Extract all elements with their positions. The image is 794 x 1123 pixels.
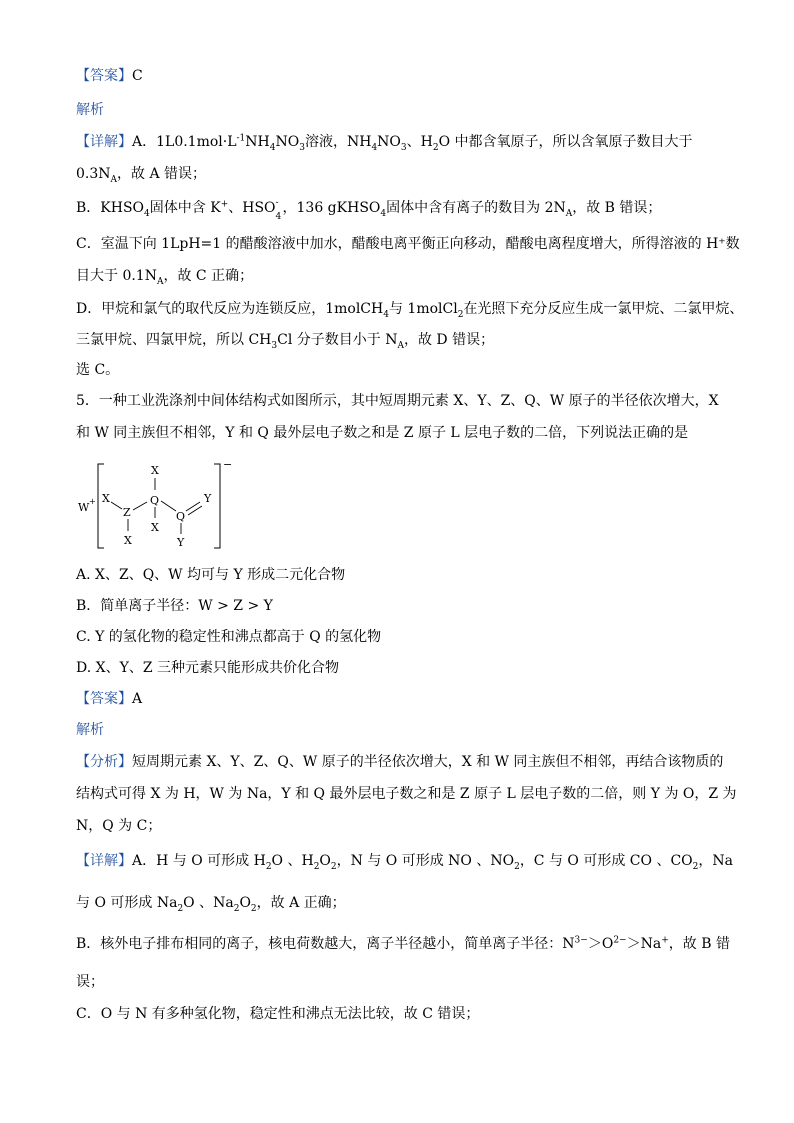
explanation-line: D．甲烷和氯气的取代反应为连锁反应，1molCH$_4$与 1molCl$_2$在光照下充分反应生成一氯甲烷、二氯甲烷、	[76, 301, 744, 320]
answer-line-q4	[76, 66, 143, 86]
explanation-line: 目大于 $0.1N_A$，故 C 正确；	[76, 268, 254, 287]
analysis-heading: 解析	[76, 722, 104, 738]
analysis-line: 【分析】短周期元素 X、Y、Z、Q、W 原子的半径依次增大，X 和 W 同主族但不相邻，再结合该物质的	[76, 754, 724, 770]
option-b: B．简单离子半径：W > Z > Y	[76, 598, 273, 614]
atom-z: Z	[123, 506, 131, 519]
option-d: D. X、Y、Z 三种元素只能形成共价化合物	[76, 660, 340, 676]
explanation-line: 误；	[76, 974, 104, 990]
question-5-stem: 5．一种工业洗涤剂中间体结构式如图所示，其中短周期元素 X、Y、Z、Q、W 原子的半径依次增大，X	[76, 393, 719, 409]
explanation-line: 与 O 可形成 $Na_2O$ 、$Na_2O_2$，故 A 正确；	[76, 895, 346, 914]
answer-value: C	[132, 68, 143, 84]
explanation-line: C．室温下向 1LpH=1 的醋酸溶液中加水，醋酸电离平衡正向移动，醋酸电离程度增大，所得溶液的 H⁺数	[76, 236, 740, 252]
atom-q: Q	[176, 510, 186, 523]
atom-x: X	[124, 534, 132, 547]
option-a: A. X、Z、Q、W 均可与 Y 形成二元化合物	[76, 567, 346, 583]
analysis-line: N，Q 为 C；	[76, 818, 162, 834]
structural-formula-diagram	[76, 458, 246, 554]
explanation-line: 三氯甲烷、四氯甲烷，所以 $CH_3Cl$ 分子数目小于 $N_A$，故 D 错误；	[76, 332, 495, 351]
analysis-tag: 【分析】	[76, 754, 132, 770]
w-charge: +	[89, 497, 96, 506]
atom-y: Y	[204, 492, 212, 505]
atom-x: X	[102, 492, 110, 505]
answer-line-q5	[76, 689, 142, 709]
analysis-heading: 解析	[76, 102, 104, 118]
bracket-charge: −	[223, 458, 233, 471]
answer-tag: 【答案】	[76, 691, 132, 707]
detail-tag: 【详解】	[76, 853, 132, 869]
analysis-line: 结构式可得 X 为 H，W 为 Na，Y 和 Q 最外层电子数之和是 Z 原子 L 层电子数的二倍，则 Y 为 O，Z 为	[76, 786, 737, 802]
answer-tag: 【答案】	[76, 68, 132, 84]
explanation-line: 【详解】A．H 与 O 可形成 $H_2O$ 、$H_2O_2$，N 与 O 可形成 NO 、$NO_2$，C 与 O 可形成 CO 、$CO_2$，Na	[76, 853, 733, 872]
atom-y: Y	[177, 536, 185, 549]
answer-value: A	[132, 691, 143, 707]
explanation-line: B．核外电子排布相同的离子，核电荷数越大，离子半径越小，简单离子半径：$N^{3-}>O^{2-}>Na^+$，故 B 错	[76, 935, 730, 952]
explanation-line: 选 C。	[76, 362, 120, 378]
detail-tag: 【详解】	[76, 134, 132, 150]
option-c: C. Y 的氢化物的稳定性和沸点都高于 Q 的氢化物	[76, 629, 382, 645]
explanation-line: C．O 与 N 有多种氢化物，稳定性和沸点无法比较，故 C 错误；	[76, 1006, 480, 1022]
atom-x: X	[151, 521, 159, 534]
atom-q: Q	[150, 494, 160, 507]
explanation-line: 【详解】A．$1L0.1mol\cdot L^{-1}NH_4NO_3$溶液，$NH_4NO_3$、$H_2O$ 中都含氧原子，所以含氧原子数目大于	[76, 133, 693, 153]
atom-x: X	[151, 464, 159, 477]
explanation-line: B．$KHSO_4$固体中含 K+、HSO - 4 ，136 gKHSO$_4$固体中含有离子的数目为 $2N_A$，故 B 错误；	[76, 198, 662, 222]
atom-w: W	[78, 501, 90, 514]
question-5-stem: 和 W 同主族但不相邻，Y 和 Q 最外层电子数之和是 Z 原子 L 层电子数的二倍，下列说法正确的是	[76, 425, 689, 441]
explanation-line: $0.3N_A$，故 A 错误；	[76, 166, 207, 185]
